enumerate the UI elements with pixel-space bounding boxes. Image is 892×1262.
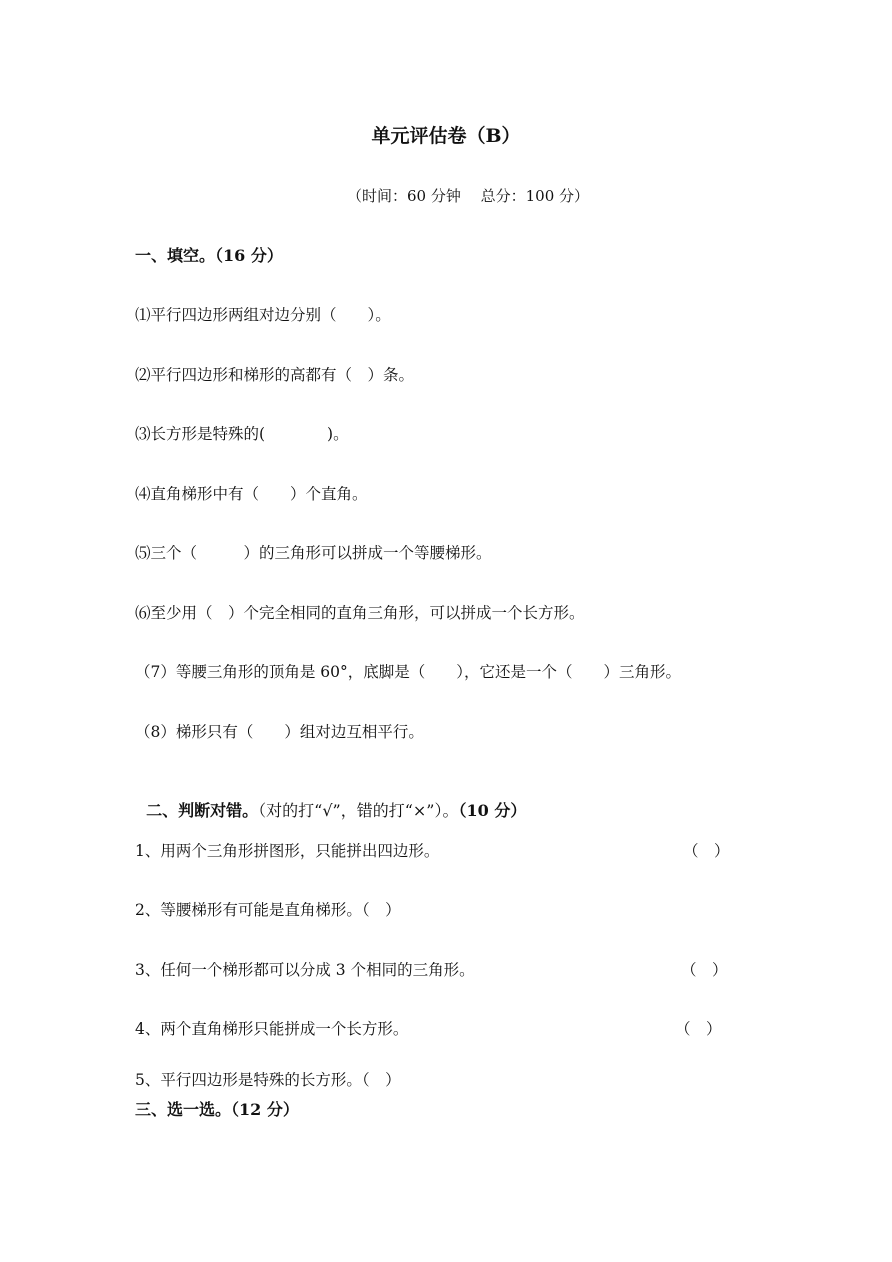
- section-true-false-instruction: （对的打“√”，错的打“×”）。: [258, 801, 459, 820]
- question-1-2: ⑵平行四边形和梯形的高都有（ ）条。: [135, 366, 415, 384]
- question-1-7: （7）等腰三角形的顶角是 60°，底脚是（ ），它还是一个（ ）三角形。: [135, 663, 682, 681]
- judge-item-5: 5、平行四边形是特殊的长方形。（ ）: [135, 1071, 401, 1089]
- section-fill-blank-heading: 一、填空。（16 分）: [135, 246, 283, 265]
- question-1-4: ⑷直角梯形中有（ ）个直角。: [135, 485, 368, 503]
- question-1-6: ⑹至少用（ ）个完全相同的直角三角形，可以拼成一个长方形。: [135, 604, 585, 622]
- question-1-3: ⑶长方形是特殊的( )。: [135, 425, 349, 443]
- question-1-1: ⑴平行四边形两组对边分别（ ）。: [135, 306, 391, 324]
- judge-item-2: 2、等腰梯形有可能是直角梯形。（ ）: [135, 901, 401, 919]
- page-title: 单元评估卷（B）: [371, 125, 521, 147]
- judge-answer-box-1[interactable]: （ ）: [683, 842, 730, 860]
- section-true-false-heading: [135, 781, 526, 821]
- question-1-8: （8）梯形只有（ ）组对边互相平行。: [135, 723, 424, 741]
- judge-answer-box-4[interactable]: （ ）: [675, 1020, 722, 1038]
- exam-info: （时间：60 分钟 总分：100 分）: [346, 187, 590, 205]
- section-choice-heading: 三、选一选。（12 分）: [135, 1100, 299, 1119]
- judge-item-4: 4、两个直角梯形只能拼成一个长方形。: [135, 1020, 409, 1038]
- section-true-false-score: （10 分）: [458, 801, 527, 820]
- judge-answer-box-3[interactable]: （ ）: [681, 961, 728, 979]
- judge-item-1: 1、用两个三角形拼图形，只能拼出四边形。: [135, 842, 440, 860]
- question-1-5: ⑸三个（ ）的三角形可以拼成一个等腰梯形。: [135, 544, 492, 562]
- section-true-false-title: 二、判断对错。: [146, 801, 259, 820]
- judge-item-3: 3、任何一个梯形都可以分成 3 个相同的三角形。: [135, 961, 475, 979]
